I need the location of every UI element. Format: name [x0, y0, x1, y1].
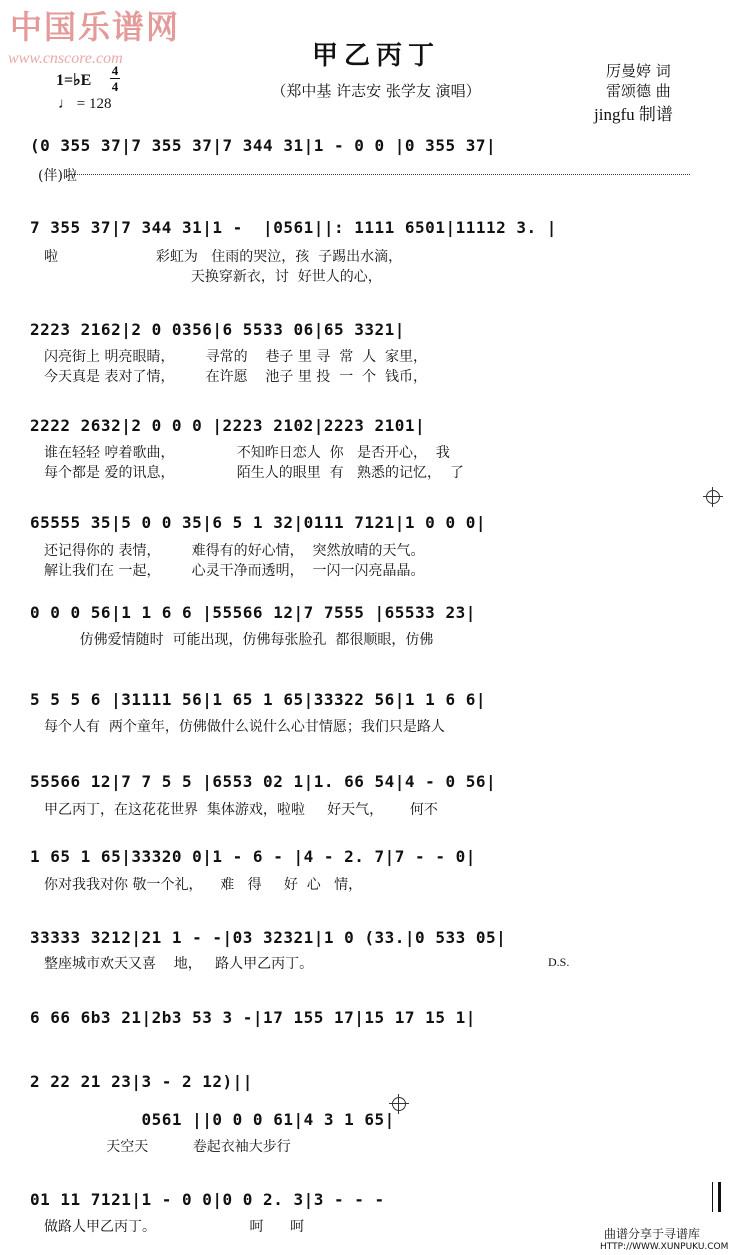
song-title: 甲乙丙丁	[311, 41, 440, 71]
footer-text: 曲谱分享于寻谱库	[604, 1227, 701, 1241]
lyric-line: 整座城市欢天又喜 地， 路人甲乙丙丁。	[44, 956, 314, 972]
composer-credit: 雷颂德 曲	[606, 82, 671, 100]
footer-url: HTTP://WWW.XUNPUKU.COM	[600, 1242, 729, 1252]
intro-dotted-line	[70, 174, 690, 175]
lyric-line: 闪亮街上 明亮眼睛， 寻常的 巷子 里 寻 常 人 家里，	[44, 349, 428, 365]
lyric-line: 做路人甲乙丙丁。 呵 呵	[44, 1219, 305, 1235]
key-signature: 1=♭E	[56, 72, 92, 89]
notation-row-4: 2222 2632|2 0 0 0 |2223 2102|2223 2101|	[30, 416, 426, 435]
lyric-line: 谁在轻轻 哼着歌曲， 不知昨日恋人 你 是否开心， 我	[44, 445, 450, 461]
coda-sign-icon	[392, 1097, 406, 1111]
notation-row-9: 1 65 1 65|33320 0|1 - 6 - |4 - 2. 7|7 - - 0|	[30, 847, 476, 866]
notation-row-12: 2 22 21 23|3 - 2 12)||	[30, 1072, 253, 1091]
notation-row-11: 6 66 6b3 21|2b3 53 3 -|17 155 17|15 17 15 1|	[30, 1008, 476, 1027]
notation-row-1: (0 355 37|7 355 37|7 344 31|1 - 0 0 |0 355 37|	[30, 136, 497, 155]
watermark-site-url: www.cnscore.com	[8, 50, 123, 67]
notation-row-2: 7 355 37|7 344 31|1 - |0561||: 1111 6501|11112 3. |	[30, 218, 557, 237]
lyric-line: 天空天 卷起衣袖大步行	[44, 1139, 291, 1155]
ds-marking: D.S.	[548, 955, 570, 969]
final-barline	[712, 1182, 721, 1212]
intro-cue: (伴)啦	[38, 168, 77, 184]
lyric-line: 解让我们在 一起， 心灵干净而透明， 一闪一闪亮晶晶。	[44, 563, 425, 579]
notation-row-5: 65555 35|5 0 0 35|6 5 1 32|0111 7121|1 0 0 0|	[30, 513, 486, 532]
coda-sign-icon	[706, 490, 720, 504]
lyric-line: 甲乙丙丁，在这花花世界 集体游戏，啦啦 好天气， 何不	[44, 802, 438, 818]
lyric-line: 你对我我对你 敬一个礼， 难 得 好 心 情，	[44, 877, 363, 893]
lyric-line: 啦 彩虹为 住雨的哭泣，孩 子踢出水滴，	[44, 249, 403, 265]
time-sig-bottom: 4	[111, 79, 119, 94]
notation-row-14: 01 11 7121|1 - 0 0|0 0 2. 3|3 - - -	[30, 1190, 385, 1209]
notation-row-7: 5 5 5 6 |31111 56|1 65 1 65|33322 56|1 1 6 6|	[30, 690, 486, 709]
notation-row-8: 55566 12|7 7 5 5 |6553 02 1|1. 66 54|4 - 0 56|	[30, 772, 497, 791]
watermark-site-name: 中国乐谱网	[10, 8, 181, 46]
lyric-line: 还记得你的 表情， 难得有的好心情， 突然放晴的天气。	[44, 543, 425, 559]
singers-line: （郑中基 许志安 张学友 演唱）	[271, 82, 481, 100]
time-signature	[110, 64, 120, 93]
lyricist-credit: 厉曼婷 词	[606, 62, 671, 80]
lyric-line: 仿佛爱情随时 可能出现，仿佛每张脸孔 都很顺眼，仿佛	[44, 632, 434, 648]
lyric-line: 每个都是 爱的讯息， 陌生人的眼里 有 熟悉的记忆， 了	[44, 465, 464, 481]
arranger-credit: jingfu 制谱	[594, 105, 673, 124]
lyric-line: 今天真是 表对了情， 在许愿 池子 里 投 一 个 钱币，	[44, 369, 428, 385]
time-sig-top: 4	[111, 63, 119, 78]
notation-row-6: 0 0 0 56|1 1 6 6 |55566 12|7 7555 |65533 23|	[30, 603, 476, 622]
notation-row-10: 33333 3212|21 1 - -|03 32321|1 0 (33.|0 533 05|	[30, 928, 507, 947]
lyric-line: 天换穿新衣，讨 好世人的心，	[44, 269, 382, 285]
tempo-marking: ♩ = 128	[58, 96, 112, 112]
notation-row-3: 2223 2162|2 0 0356|6 5533 06|65 3321|	[30, 320, 405, 339]
lyric-line: 每个人有 两个童年，仿佛做什么说什么心甘情愿；我们只是路人	[44, 719, 445, 735]
notation-row-13: 0561 ||0 0 0 61|4 3 1 65|	[30, 1110, 395, 1129]
